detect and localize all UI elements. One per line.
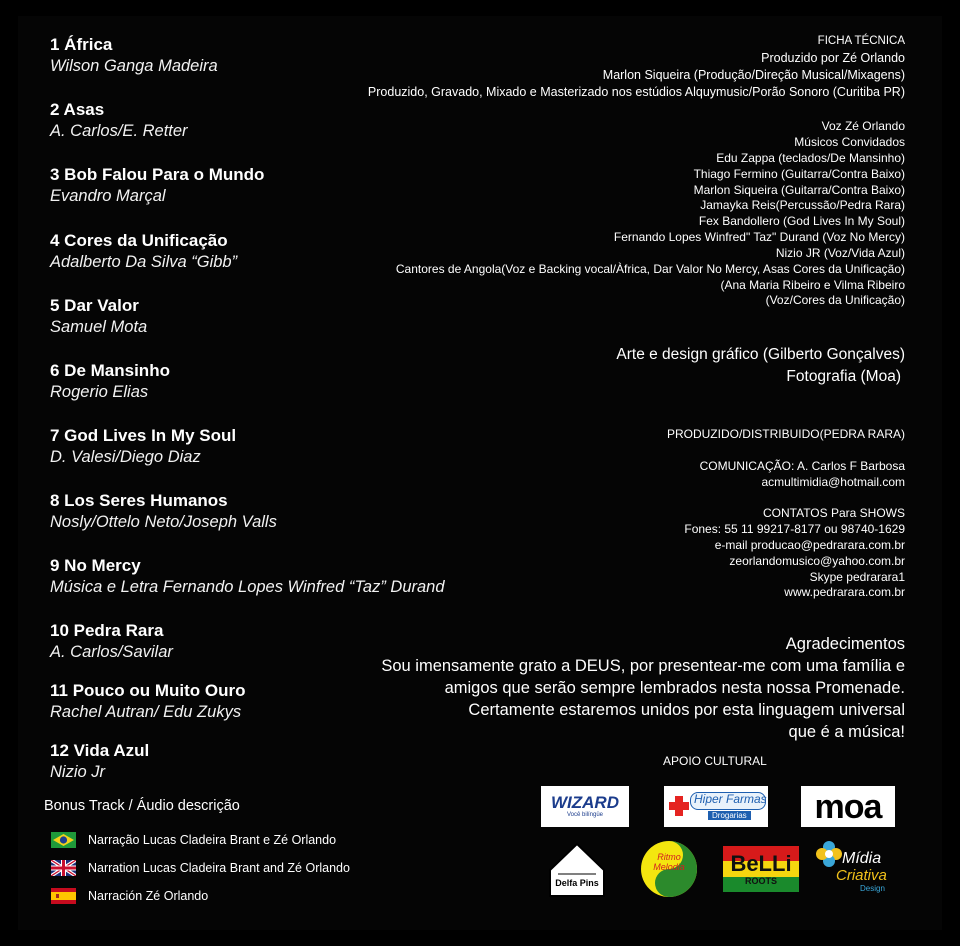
track-author: Wilson Ganga Madeira xyxy=(50,57,218,75)
art-credit: Arte e design gráfico (Gilberto Gonçalves) xyxy=(616,346,905,363)
track-author: Nizio Jr xyxy=(50,763,106,781)
track-author: Samuel Mota xyxy=(50,318,148,336)
track-item xyxy=(50,491,277,533)
contatos-line: www.pedrarara.com.br xyxy=(784,585,905,599)
track-author: Rogerio Elias xyxy=(50,383,149,401)
track-author: Adalberto Da Silva “Gibb” xyxy=(50,253,238,271)
track-title: 3 Bob Falou Para o Mundo xyxy=(50,165,265,184)
track-title: 7 God Lives In My Soul xyxy=(50,426,237,445)
uk-flag-icon xyxy=(51,860,76,876)
track-title: 11 Pouco ou Muito Ouro xyxy=(50,681,246,700)
musician-line: Cantores de Angola(Voz e Backing vocal/Àfrica, Dar Valor No Mercy, Asas Cores da Unificação) xyxy=(395,262,905,276)
track-title: 4 Cores da Unificação xyxy=(50,231,228,250)
musician-line: Fernando Lopes Winfred" Taz" Durand (Voz No Mercy) xyxy=(613,230,905,244)
wizard-logo-sub: Você bilíngüe xyxy=(566,812,604,818)
musician-line: Fex Bandollero (God Lives In My Soul) xyxy=(698,214,905,228)
bellli-roots-logo xyxy=(723,846,799,892)
musician-line: Edu Zappa (teclados/De Mansinho) xyxy=(716,151,905,165)
musician-line: Jamayka Reis(Percussão/Pedra Rara) xyxy=(700,198,905,212)
track-author: A. Carlos/Savilar xyxy=(50,643,173,661)
track-title: 10 Pedra Rara xyxy=(50,621,164,640)
wizard-logo xyxy=(541,786,629,827)
musician-line: Nizio JR (Voz/Vida Azul) xyxy=(775,246,905,260)
produzido-line: PRODUZIDO/DISTRIBUIDO(PEDRA RARA) xyxy=(666,427,905,441)
moa-logo xyxy=(801,786,895,827)
apoio-cultural-heading: APOIO CULTURAL xyxy=(663,754,767,768)
midia-criativa-logo xyxy=(814,838,896,898)
track-item xyxy=(50,165,264,207)
musician-line: (Ana Maria Ribeiro e Vilma Ribeiro xyxy=(720,278,905,292)
track-title: 1 África xyxy=(50,35,113,54)
contatos-line: Fones: 55 11 99217-8177 ou 98740-1629 xyxy=(684,522,905,536)
musician-line: Voz Zé Orlando xyxy=(821,119,905,133)
bellli-text: BeLLi xyxy=(730,851,792,876)
bellli-sub: ROOTS xyxy=(744,876,777,886)
contatos-line: e-mail producao@pedrarara.com.br xyxy=(714,538,905,552)
bonus-item xyxy=(51,888,208,904)
brazil-flag-icon xyxy=(51,832,76,848)
agradecimentos-line: que é a música! xyxy=(788,723,905,741)
track-author: A. Carlos/E. Retter xyxy=(50,122,188,140)
contatos-line: zeorlandomusico@yahoo.com.br xyxy=(729,554,905,568)
track-title: 6 De Mansinho xyxy=(50,361,170,380)
bonus-item-text: Narração Lucas Cladeira Brant e Zé Orlando xyxy=(88,833,337,847)
track-item xyxy=(50,426,236,468)
bonus-track-title: Bonus Track / Áudio descrição xyxy=(44,798,240,814)
red-cross-icon xyxy=(668,795,690,817)
comunicacao-email: acmultimidia@hotmail.com xyxy=(761,475,905,489)
hiper-farmas-text: Hiper Farmas xyxy=(694,792,767,806)
musician-line: Músicos Convidados xyxy=(794,135,905,149)
track-author: D. Valesi/Diego Diaz xyxy=(50,448,201,466)
track-item xyxy=(50,741,149,783)
track-title: 9 No Mercy xyxy=(50,556,141,575)
contatos-line: Skype pedrarara1 xyxy=(809,570,905,584)
ficha-line: Produzido, Gravado, Mixado e Masterizado nos estúdios Alquymusic/Porão Sonoro (Curitiba PR) xyxy=(367,85,905,99)
agradecimentos-title: Agradecimentos xyxy=(785,635,905,653)
agradecimentos-line: Certamente estaremos unidos por esta linguagem universal xyxy=(468,701,905,719)
musician-line: (Voz/Cores da Unificação) xyxy=(765,293,905,307)
track-author: Nosly/Ottelo Neto/Joseph Valls xyxy=(50,513,277,531)
track-item xyxy=(50,361,170,403)
track-title: 8 Los Seres Humanos xyxy=(50,491,228,510)
agradecimentos-line: amigos que serão sempre lembrados nesta nossa Promenade. xyxy=(444,679,905,697)
track-item xyxy=(50,681,246,723)
track-author: Evandro Marçal xyxy=(50,187,166,205)
musician-line: Marlon Siqueira (Guitarra/Contra Baixo) xyxy=(693,183,905,197)
track-item xyxy=(50,231,237,273)
contatos-line: CONTATOS Para SHOWS xyxy=(762,506,905,520)
bonus-item xyxy=(51,860,350,876)
hiper-farmas-sub: Drogarias xyxy=(708,811,751,820)
hiper-farmas-logo xyxy=(664,786,768,827)
ritmo-melodia-logo xyxy=(640,840,698,898)
delfa-pins-logo xyxy=(548,842,606,898)
midia-text: Mídia xyxy=(842,850,882,867)
wizard-logo-text: WIZARD xyxy=(551,793,619,812)
track-title: 12 Vida Azul xyxy=(50,741,150,760)
photo-credit: Fotografia (Moa) xyxy=(786,368,901,385)
ritmo-melodia-text: Ritmo Melodia xyxy=(653,852,685,872)
comunicacao-line: COMUNICAÇÃO: A. Carlos F Barbosa xyxy=(699,459,905,473)
track-item xyxy=(50,100,188,142)
track-title: 2 Asas xyxy=(50,100,105,119)
track-author: Rachel Autran/ Edu Zukys xyxy=(50,703,242,721)
flower-icon xyxy=(814,840,844,870)
bonus-item xyxy=(51,832,336,848)
track-author: Música e Letra Fernando Lopes Winfred “Taz” Durand xyxy=(50,578,445,596)
track-title: 5 Dar Valor xyxy=(50,296,139,315)
design-text: Design xyxy=(860,884,885,893)
delfa-pins-text: Delfa Pins xyxy=(555,878,599,888)
spain-flag-icon xyxy=(51,888,76,904)
track-item xyxy=(50,35,218,77)
track-item xyxy=(50,556,445,598)
bonus-item-text: Narration Lucas Cladeira Brant and Zé Orlando xyxy=(88,861,350,875)
track-item xyxy=(50,621,173,663)
track-item xyxy=(50,296,147,338)
ficha-line: Marlon Siqueira (Produção/Direção Musical/Mixagens) xyxy=(602,68,905,82)
ficha-heading: FICHA TÉCNICA xyxy=(817,35,905,47)
criativa-text: Criativa xyxy=(836,867,887,884)
musician-line: Thiago Fermino (Guitarra/Contra Baixo) xyxy=(693,167,905,181)
bonus-item-text: Narración Zé Orlando xyxy=(88,889,209,903)
agradecimentos-line: Sou imensamente grato a DEUS, por presentear-me com uma família e xyxy=(381,657,905,675)
moa-logo-text: moa xyxy=(814,787,882,826)
ficha-line: Produzido por Zé Orlando xyxy=(761,51,905,65)
